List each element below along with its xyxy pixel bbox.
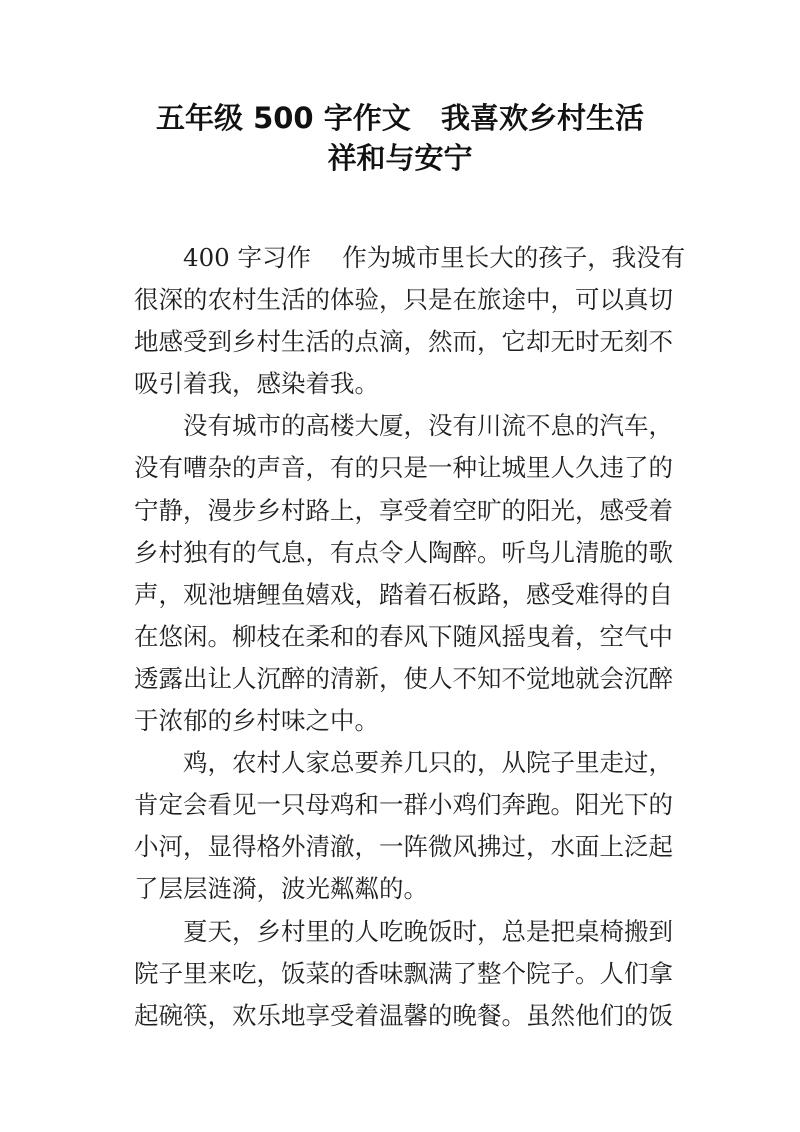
paragraph-line: 了层层涟漪，波光粼粼的。 [134,874,428,904]
paragraph-line: 院子里来吃，饭菜的香味飘满了整个院子。人们拿 [134,958,673,988]
title-line-2: 祥和与安宁 [327,141,473,175]
paragraph-line: 吸引着我，感染着我。 [134,369,379,399]
paragraph-line: 400 字习作 作为城市里长大的孩子，我没有 [183,243,686,272]
paragraph-line: 宁静，漫步乡村路上，享受着空旷的阳光，感受着 [134,495,673,525]
paragraph-4 [134,911,673,1037]
paragraph-1 [134,237,686,405]
paragraph-line: 透露出让人沉醉的清新，使人不知不觉地就会沉醉 [134,663,673,693]
paragraph-line: 乡村独有的气息，有点令人陶醉。听鸟儿清脆的歌 [134,537,673,567]
paragraph-line: 在悠闲。柳枝在柔和的春风下随风摇曳着，空气中 [134,621,673,651]
paragraph-line: 起碗筷，欢乐地享受着温馨的晚餐。虽然他们的饭 [134,1000,673,1030]
paragraph-line: 肯定会看见一只母鸡和一群小鸡们奔跑。阳光下的 [134,790,673,820]
paragraph-line: 没有城市的高楼大厦，没有川流不息的汽车， [183,411,673,441]
paragraph-line: 鸡，农村人家总要养几只的，从院子里走过， [183,748,673,778]
paragraph-line: 小河，显得格外清澈，一阵微风拂过，水面上泛起 [134,832,673,862]
paragraph-line: 没有嘈杂的声音，有的只是一种让城里人久违了的 [134,453,673,483]
paragraph-3 [134,742,673,910]
paragraph-line: 于浓郁的乡村味之中。 [134,706,379,736]
title-line-1: 五年级 500 字作文 我喜欢乡村生活 [155,101,645,135]
document-body [134,237,686,1037]
document-title [0,98,800,178]
paragraph-line: 很深的农村生活的体验，只是在旅途中，可以真切 [134,285,673,315]
paragraph-line: 声，观池塘鲤鱼嬉戏，踏着石板路，感受难得的自 [134,579,673,609]
paragraph-line: 夏天，乡村里的人吃晚饭时，总是把桌椅搬到 [183,916,673,946]
paragraph-line: 地感受到乡村生活的点滴，然而，它却无时无刻不 [134,327,673,357]
paragraph-2 [134,405,673,742]
